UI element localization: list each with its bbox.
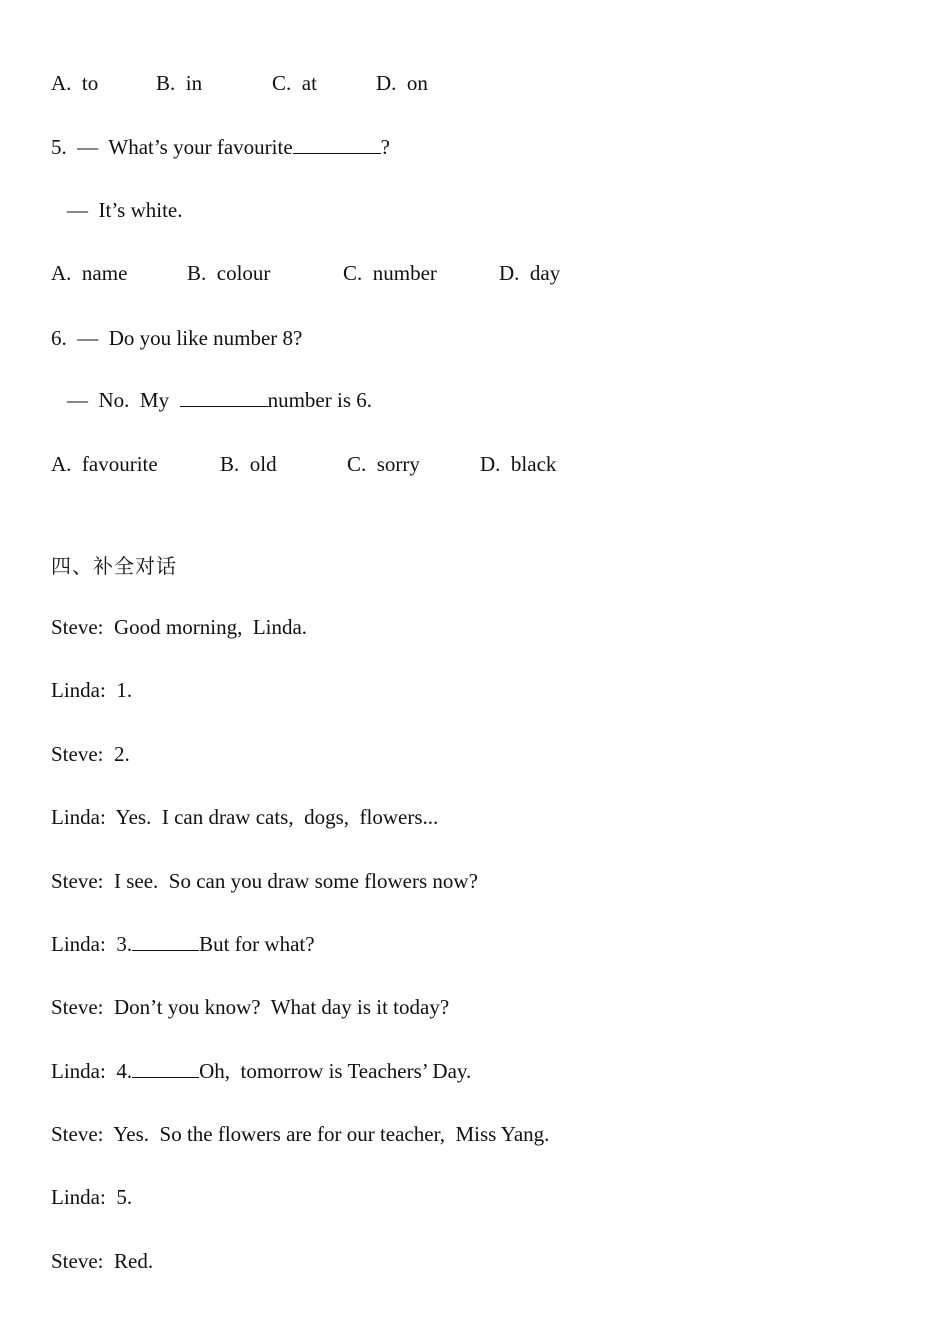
q6-option-d: D. black: [480, 452, 557, 476]
q6-answer-end: number is 6.: [267, 388, 372, 412]
q6-blank: [180, 388, 268, 407]
dialogue-line: Steve: I see. So can you draw some flowers now?: [51, 869, 478, 893]
q5-option-d: D. day: [499, 261, 561, 285]
q5-question-mark: ?: [380, 135, 390, 159]
dialogue-line: Steve: Don’t you know? What day is it today?: [51, 995, 450, 1019]
dialogue-line: [51, 932, 315, 956]
q6-option-a: A. favourite: [51, 452, 158, 476]
dialogue-line-text: Linda: 4.: [51, 1059, 133, 1083]
q5-question-text: 5. — What’s your favourite: [51, 135, 293, 159]
dialogue-line-text: Linda: 3.: [51, 932, 133, 956]
dialogue-line: [51, 1059, 471, 1083]
dialogue-blank-3: [132, 932, 199, 951]
dialogue-line: Steve: Red.: [51, 1249, 154, 1273]
dialogue-line: Linda: 5.: [51, 1185, 133, 1209]
q4-option-c: C. at: [272, 71, 317, 95]
dialogue-line-text: But for what?: [199, 932, 315, 956]
q5-question: [51, 135, 390, 159]
dialogue-line-text: Oh, tomorrow is Teachers’ Day.: [199, 1059, 472, 1083]
q4-option-a: A. to: [51, 71, 99, 95]
q5-option-a: A. name: [51, 261, 128, 285]
q5-answer: — It’s white.: [67, 198, 183, 222]
q5-option-c: C. number: [343, 261, 437, 285]
section-heading: 四、补全对话: [51, 554, 177, 578]
q6-option-c: C. sorry: [347, 452, 420, 476]
dialogue-line: Steve: Yes. So the flowers are for our teacher, Miss Yang.: [51, 1122, 550, 1146]
dialogue-blank-4: [132, 1059, 199, 1078]
dialogue-line: Steve: Good morning, Linda.: [51, 615, 308, 639]
q4-option-b: B. in: [156, 71, 203, 95]
q6-answer: [67, 388, 372, 412]
q5-option-b: B. colour: [187, 261, 271, 285]
q4-option-d: D. on: [376, 71, 428, 95]
q6-option-b: B. old: [220, 452, 277, 476]
dialogue-line: Linda: 1.: [51, 678, 133, 702]
q6-answer-text: — No. My: [67, 388, 180, 412]
dialogue-line: Linda: Yes. I can draw cats, dogs, flowers...: [51, 805, 439, 829]
q5-blank: [293, 135, 381, 154]
dialogue-line: Steve: 2.: [51, 742, 130, 766]
q6-question: 6. — Do you like number 8?: [51, 326, 303, 350]
